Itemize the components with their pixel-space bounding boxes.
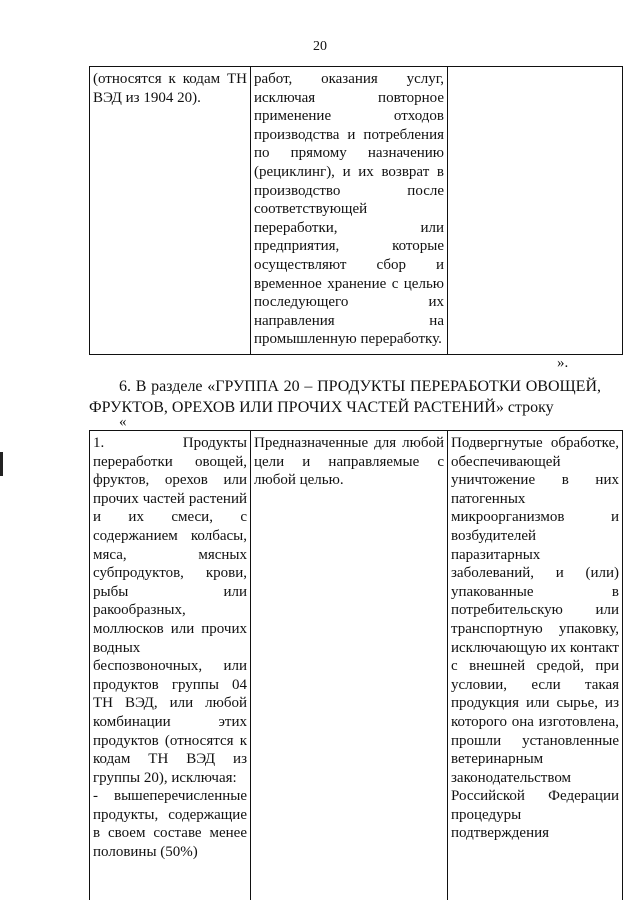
table-row bbox=[90, 67, 623, 355]
table-cell-conditions: Подвергнутые обработке, обеспечивающей уничтожение в них патогенных микроорганизмов и возбудителей паразитарных заболеваний, и (или) упакованные в потребительскую или транспортную упаковку, исключающую их контакт с внешней средой, при условии, если такая продукция или сырье, из которого она изготовлена, прошли установленные ветеринарным законодательством Российской Федерации процедуры подтверждения bbox=[448, 431, 623, 901]
table-cell-purpose: Предназначенные для любой цели и направляемые с любой целью. bbox=[251, 431, 448, 901]
page-number: 20 bbox=[313, 39, 327, 54]
table-cell-conditions bbox=[448, 67, 623, 355]
amendment-paragraph: 6. В разделе «ГРУППА 20 – ПРОДУКТЫ ПЕРЕРАБОТКИ ОВОЩЕЙ, ФРУКТОВ, ОРЕХОВ ИЛИ ПРОЧИХ ЧАСТЕЙ РАСТЕНИЙ» строку bbox=[89, 378, 601, 416]
closing-quote: ». bbox=[557, 355, 569, 371]
margin-mark bbox=[0, 452, 3, 476]
table-cell-product: 1. Продукты переработки овощей, фруктов, орехов или прочих частей растений и их смеси, с содержанием колбасы, мяса, мясных субпродуктов, крови, рыбы или ракообразных, моллюсков или прочих водных беспозвоночных, или продуктов группы 04 ТН ВЭД, или любой комбинации этих продуктов (относятся к кодам ТН ВЭД из группы 20), исключая: - вышеперечисленные продукты, содержащие в своем составе менее половины (50%) bbox=[90, 431, 251, 901]
table-cell-product: (относятся к кодам ТН ВЭД из 1904 20). bbox=[90, 67, 251, 355]
opening-quote: « bbox=[119, 414, 127, 430]
continued-table bbox=[89, 66, 623, 355]
table-cell-purpose: работ, оказания услуг, исключая повторное применение отходов производства и потребления по прямому назначению (рециклинг), и их возврат в производство после соответствующей переработки, или предприятия, которые осуществляют сбор и временное хранение с целью последующего их направления на промышленную переработку. bbox=[251, 67, 448, 355]
table-row bbox=[90, 431, 623, 901]
quoted-table bbox=[89, 430, 623, 900]
